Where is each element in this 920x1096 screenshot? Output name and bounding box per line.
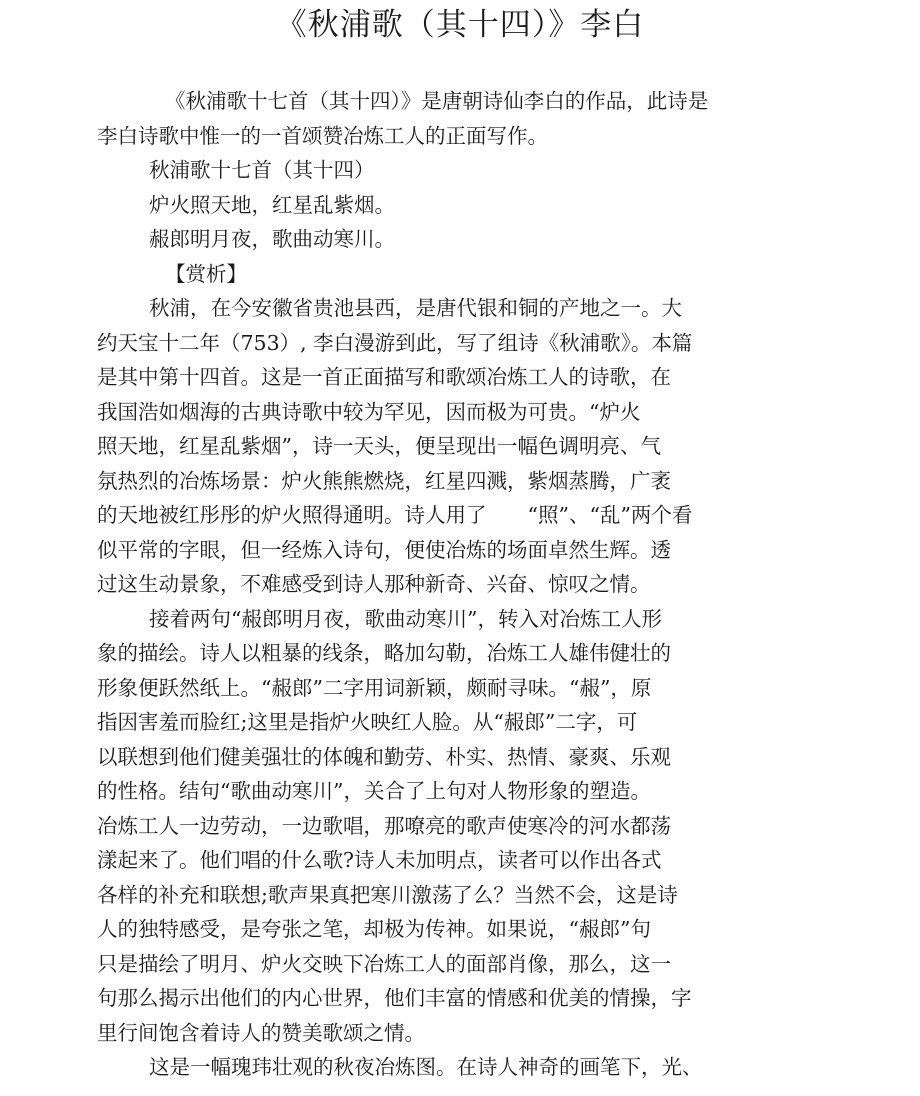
text-line: 似平常的字眼，但一经炼入诗句，便使冶炼的场面卓然生辉。透 [97,537,671,562]
text-line: 象的描绘。诗人以粗暴的线条，略加勾勒，冶炼工人雄伟健壮的 [97,641,671,665]
poem-heading: 秋浦歌十七首（其十四） [149,158,375,182]
text-line: 《秋浦歌十七首（其十四）》是唐朝诗仙李白的作品，此诗是 [165,89,709,113]
text-line: 句那么揭示出他们的内心世界，他们丰富的情感和优美的情操，字 [97,986,692,1010]
text-line: 里行间饱含着诗人的赞美歌颂之情。 [97,1020,425,1045]
text-line: 约天宝十二年（753）, 李白漫游到此，写了组诗《秋浦歌》。本篇 [97,330,693,355]
text-line: 的天地被红彤彤的炉火照得通明。诗人用了 “照”、“乱”两个看 [97,503,693,527]
text-line: 的性格。结句“歌曲动寒川”，关合了上句对人物形象的塑造。 [97,779,651,803]
text-line: 只是描绘了明月、炉火交映下冶炼工人的面部肖像，那么，这一 [97,951,671,976]
text-line: 这是一幅瑰玮壮观的秋夜冶炼图。在诗人神奇的画笔下，光、 [149,1055,703,1079]
poem-line: 炉火照天地，红星乱紫烟。 [149,192,395,217]
text-line: 接着两句“赧郎明月夜，歌曲动寒川”，转入对冶炼工人形 [149,606,662,631]
document-title: 《秋浦歌（其十四）》李白 [275,7,645,43]
text-line: 冶炼工人一边劳动，一边歌唱，那嘹亮的歌声使寒冷的河水都荡 [97,813,671,838]
poem-line: 赧郎明月夜，歌曲动寒川。 [149,227,395,251]
text-line: 各样的补充和联想;歌声果真把寒川激荡了么？当然不会，这是诗 [97,882,678,907]
text-line: 秋浦，在今安徽省贵池县西，是唐代银和铜的产地之一。大 [149,296,682,320]
text-line: 人的独特感受，是夸张之笔，却极为传神。如果说，“赧郎”句 [97,917,651,941]
text-line: 是其中第十四首。这是一首正面描写和歌颂冶炼工人的诗歌，在 [97,365,671,389]
text-line: 我国浩如烟海的古典诗歌中较为罕见，因而极为可贵。“炉火 [97,399,641,424]
text-line: 李白诗歌中惟一的一首颂赞冶炼工人的正面写作。 [97,123,548,148]
text-line: 漾起来了。他们唱的什么歌?诗人未加明点，读者可以作出各式 [97,848,662,872]
text-line: 指因害羞而脸红;这里是指炉火映红人脸。从“赧郎”二字，可 [97,710,638,734]
text-line: 以联想到他们健美强壮的体魄和勤劳、朴实、热情、豪爽、乐观 [97,744,671,769]
text-line: 照天地，红星乱紫烟”，诗一天头，便呈现出一幅色调明亮、气 [97,434,661,458]
text-line: 过这生动景象，不难感受到诗人那种新奇、兴奋、惊叹之情。 [97,572,651,596]
text-line: 氛热烈的冶炼场景：炉火熊熊燃烧，红星四溅，紫烟蒸腾，广袤 [97,468,671,493]
document-body [97,84,837,1085]
text-line: 形象便跃然纸上。“赧郎”二字用词新颖，颇耐寻味。“赧”，原 [97,675,652,700]
section-heading: 【赏析】 [165,261,247,286]
